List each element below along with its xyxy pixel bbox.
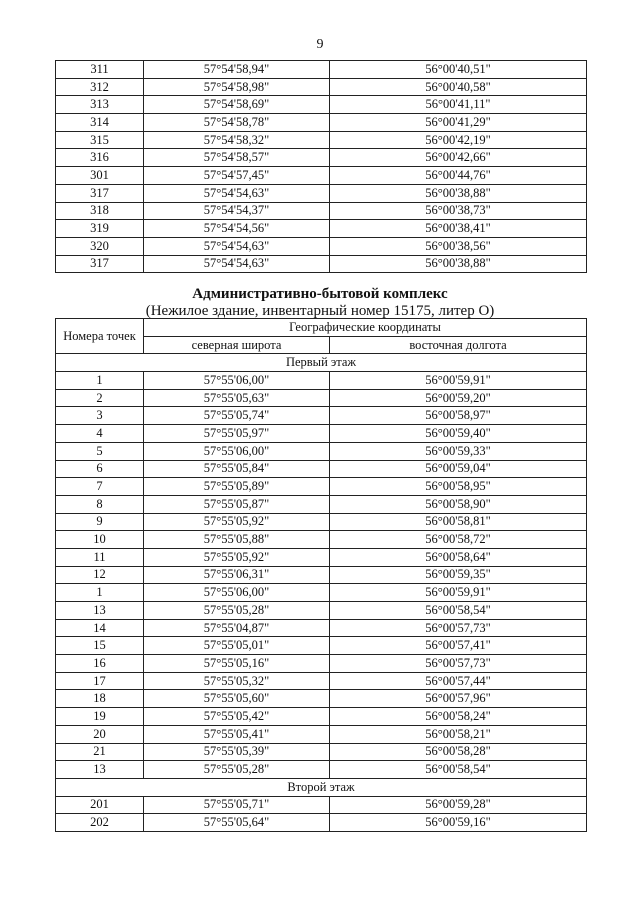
table-row <box>56 495 587 513</box>
header-east-longitude: восточная долгота <box>330 336 587 354</box>
latitude-cell: 57°55'06,00" <box>144 584 330 602</box>
longitude-cell: 56°00'59,91" <box>330 584 587 602</box>
longitude-cell: 56°00'57,44" <box>330 672 587 690</box>
longitude-cell: 56°00'42,66" <box>330 149 587 167</box>
point-number-cell: 18 <box>56 690 144 708</box>
longitude-cell: 56°00'38,88" <box>330 184 587 202</box>
point-number-cell: 317 <box>56 184 144 202</box>
point-number-cell: 2 <box>56 389 144 407</box>
table-row <box>56 202 587 220</box>
section-subtitle: (Нежилое здание, инвентарный номер 15175, литер О) <box>145 303 495 319</box>
latitude-cell: 57°55'05,92" <box>144 513 330 531</box>
latitude-cell: 57°55'05,63" <box>144 389 330 407</box>
latitude-cell: 57°55'05,97" <box>144 425 330 443</box>
floor-label: Второй этаж <box>56 778 587 796</box>
point-number-cell: 9 <box>56 513 144 531</box>
header-geo-coordinates: Географические координаты <box>144 319 587 337</box>
point-number-cell: 301 <box>56 167 144 185</box>
longitude-cell: 56°00'58,54" <box>330 761 587 779</box>
latitude-cell: 57°55'05,28" <box>144 602 330 620</box>
point-number-cell: 313 <box>56 96 144 114</box>
latitude-cell: 57°55'05,92" <box>144 548 330 566</box>
point-number-cell: 8 <box>56 495 144 513</box>
latitude-cell: 57°54'54,63" <box>144 237 330 255</box>
latitude-cell: 57°55'05,71" <box>144 796 330 814</box>
latitude-cell: 57°54'54,63" <box>144 184 330 202</box>
table-row <box>56 655 587 673</box>
table-row <box>56 61 587 79</box>
coordinates-table-body <box>56 61 587 273</box>
latitude-cell: 57°55'05,32" <box>144 672 330 690</box>
longitude-cell: 56°00'41,11" <box>330 96 587 114</box>
table-row <box>56 114 587 132</box>
latitude-cell: 57°54'57,45" <box>144 167 330 185</box>
floor-row-first <box>56 354 587 372</box>
point-number-cell: 13 <box>56 761 144 779</box>
latitude-cell: 57°55'05,89" <box>144 478 330 496</box>
table-row <box>56 584 587 602</box>
latitude-cell: 57°54'58,98" <box>144 78 330 96</box>
table-row <box>56 513 587 531</box>
page-number: 9 <box>316 37 324 52</box>
latitude-cell: 57°54'58,69" <box>144 96 330 114</box>
floor-row-second <box>56 778 587 796</box>
point-number-cell: 315 <box>56 131 144 149</box>
point-number-cell: 4 <box>56 425 144 443</box>
longitude-cell: 56°00'59,35" <box>330 566 587 584</box>
point-number-cell: 21 <box>56 743 144 761</box>
longitude-cell: 56°00'58,54" <box>330 602 587 620</box>
latitude-cell: 57°55'05,84" <box>144 460 330 478</box>
header-point-numbers: Номера точек <box>56 319 144 354</box>
table-row <box>56 602 587 620</box>
latitude-cell: 57°55'05,16" <box>144 655 330 673</box>
latitude-cell: 57°55'05,41" <box>144 725 330 743</box>
latitude-cell: 57°55'06,00" <box>144 442 330 460</box>
longitude-cell: 56°00'42,19" <box>330 131 587 149</box>
building-table-body <box>56 354 587 832</box>
latitude-cell: 57°55'06,00" <box>144 372 330 390</box>
table-row <box>56 237 587 255</box>
building-coordinates-table <box>55 318 587 832</box>
longitude-cell: 56°00'57,73" <box>330 619 587 637</box>
longitude-cell: 56°00'38,41" <box>330 220 587 238</box>
table-row <box>56 78 587 96</box>
point-number-cell: 5 <box>56 442 144 460</box>
longitude-cell: 56°00'58,95" <box>330 478 587 496</box>
table-row <box>56 566 587 584</box>
section-title: Административно-бытовой комплекс <box>192 286 448 302</box>
table-row <box>56 478 587 496</box>
table-row <box>56 96 587 114</box>
latitude-cell: 57°55'04,87" <box>144 619 330 637</box>
latitude-cell: 57°54'54,56" <box>144 220 330 238</box>
point-number-cell: 319 <box>56 220 144 238</box>
longitude-cell: 56°00'44,76" <box>330 167 587 185</box>
point-number-cell: 11 <box>56 548 144 566</box>
point-number-cell: 14 <box>56 619 144 637</box>
latitude-cell: 57°55'06,31" <box>144 566 330 584</box>
latitude-cell: 57°54'58,32" <box>144 131 330 149</box>
latitude-cell: 57°54'54,63" <box>144 255 330 273</box>
longitude-cell: 56°00'38,88" <box>330 255 587 273</box>
point-number-cell: 13 <box>56 602 144 620</box>
point-number-cell: 16 <box>56 655 144 673</box>
point-number-cell: 1 <box>56 584 144 602</box>
point-number-cell: 7 <box>56 478 144 496</box>
table-row <box>56 184 587 202</box>
header-north-latitude: северная широта <box>144 336 330 354</box>
latitude-cell: 57°55'05,87" <box>144 495 330 513</box>
point-number-cell: 10 <box>56 531 144 549</box>
latitude-cell: 57°55'05,42" <box>144 708 330 726</box>
point-number-cell: 3 <box>56 407 144 425</box>
longitude-cell: 56°00'59,04" <box>330 460 587 478</box>
point-number-cell: 19 <box>56 708 144 726</box>
table-row <box>56 619 587 637</box>
point-number-cell: 6 <box>56 460 144 478</box>
longitude-cell: 56°00'59,16" <box>330 814 587 832</box>
longitude-cell: 56°00'58,64" <box>330 548 587 566</box>
table-row <box>56 372 587 390</box>
longitude-cell: 56°00'59,28" <box>330 796 587 814</box>
point-number-cell: 202 <box>56 814 144 832</box>
longitude-cell: 56°00'41,29" <box>330 114 587 132</box>
longitude-cell: 56°00'40,51" <box>330 61 587 79</box>
table-row <box>56 407 587 425</box>
longitude-cell: 56°00'58,24" <box>330 708 587 726</box>
table-row <box>56 460 587 478</box>
longitude-cell: 56°00'57,41" <box>330 637 587 655</box>
longitude-cell: 56°00'40,58" <box>330 78 587 96</box>
table-row <box>56 708 587 726</box>
table-row <box>56 548 587 566</box>
table-row <box>56 255 587 273</box>
latitude-cell: 57°55'05,01" <box>144 637 330 655</box>
latitude-cell: 57°55'05,64" <box>144 814 330 832</box>
longitude-cell: 56°00'58,21" <box>330 725 587 743</box>
table-row <box>56 425 587 443</box>
table-row <box>56 814 587 832</box>
table-row <box>56 389 587 407</box>
longitude-cell: 56°00'58,28" <box>330 743 587 761</box>
table-header <box>56 319 587 354</box>
longitude-cell: 56°00'58,81" <box>330 513 587 531</box>
longitude-cell: 56°00'57,73" <box>330 655 587 673</box>
table-row <box>56 131 587 149</box>
table-row <box>56 725 587 743</box>
point-number-cell: 318 <box>56 202 144 220</box>
coordinates-table-continued <box>55 60 587 273</box>
table-row <box>56 743 587 761</box>
point-number-cell: 15 <box>56 637 144 655</box>
table-row <box>56 149 587 167</box>
latitude-cell: 57°55'05,60" <box>144 690 330 708</box>
latitude-cell: 57°55'05,88" <box>144 531 330 549</box>
longitude-cell: 56°00'59,40" <box>330 425 587 443</box>
point-number-cell: 311 <box>56 61 144 79</box>
longitude-cell: 56°00'57,96" <box>330 690 587 708</box>
point-number-cell: 201 <box>56 796 144 814</box>
latitude-cell: 57°54'58,78" <box>144 114 330 132</box>
table-row <box>56 796 587 814</box>
table-row <box>56 672 587 690</box>
point-number-cell: 17 <box>56 672 144 690</box>
table-row <box>56 167 587 185</box>
table-row <box>56 442 587 460</box>
latitude-cell: 57°54'58,94" <box>144 61 330 79</box>
point-number-cell: 316 <box>56 149 144 167</box>
table-row <box>56 220 587 238</box>
point-number-cell: 20 <box>56 725 144 743</box>
point-number-cell: 12 <box>56 566 144 584</box>
floor-label: Первый этаж <box>56 354 587 372</box>
latitude-cell: 57°54'58,57" <box>144 149 330 167</box>
longitude-cell: 56°00'58,72" <box>330 531 587 549</box>
point-number-cell: 312 <box>56 78 144 96</box>
longitude-cell: 56°00'38,73" <box>330 202 587 220</box>
table-row <box>56 637 587 655</box>
longitude-cell: 56°00'38,56" <box>330 237 587 255</box>
latitude-cell: 57°55'05,28" <box>144 761 330 779</box>
point-number-cell: 314 <box>56 114 144 132</box>
point-number-cell: 1 <box>56 372 144 390</box>
table-row <box>56 531 587 549</box>
table-row <box>56 690 587 708</box>
point-number-cell: 317 <box>56 255 144 273</box>
table-row <box>56 761 587 779</box>
longitude-cell: 56°00'59,20" <box>330 389 587 407</box>
longitude-cell: 56°00'59,33" <box>330 442 587 460</box>
point-number-cell: 320 <box>56 237 144 255</box>
latitude-cell: 57°54'54,37" <box>144 202 330 220</box>
longitude-cell: 56°00'59,91" <box>330 372 587 390</box>
longitude-cell: 56°00'58,90" <box>330 495 587 513</box>
longitude-cell: 56°00'58,97" <box>330 407 587 425</box>
latitude-cell: 57°55'05,74" <box>144 407 330 425</box>
latitude-cell: 57°55'05,39" <box>144 743 330 761</box>
